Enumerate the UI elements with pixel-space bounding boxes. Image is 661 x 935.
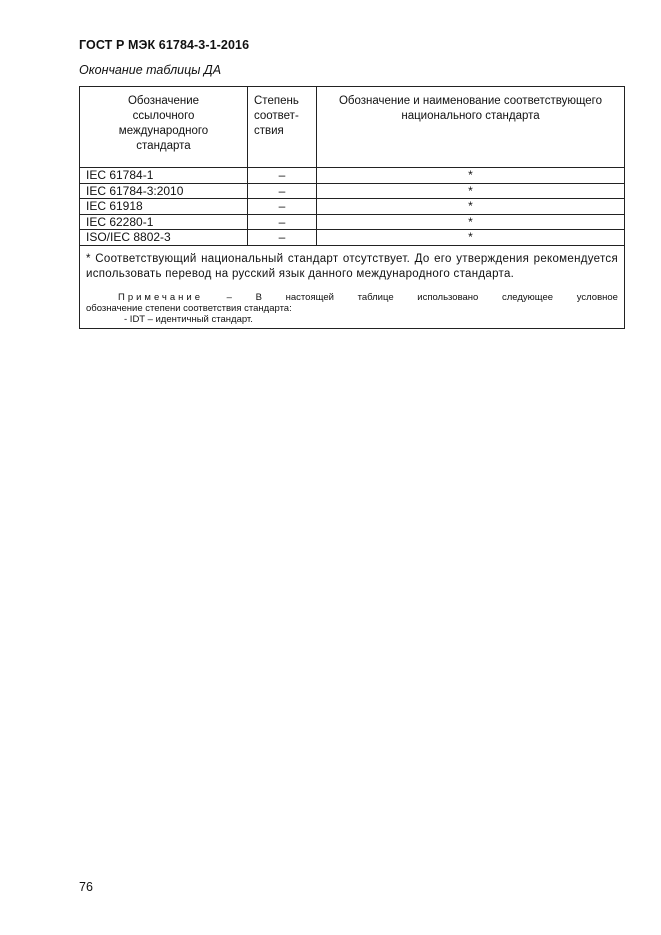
note-word: таблице	[357, 291, 394, 303]
correspondence-table	[79, 86, 625, 329]
cell-national: *	[317, 183, 625, 199]
note-word: использовано	[417, 291, 479, 303]
document-header: ГОСТ Р МЭК 61784-3-1-2016	[79, 38, 250, 52]
footnote-cell	[80, 245, 625, 328]
column-header-degree-text: Степень соответ- ствия	[254, 95, 299, 137]
column-header-national	[317, 87, 625, 168]
cell-national: *	[317, 199, 625, 215]
table-note	[86, 292, 618, 326]
note-word: В	[255, 291, 262, 303]
note-idt-definition: - IDT – идентичный стандарт.	[124, 313, 253, 325]
table-caption: Окончание таблицы ДА	[79, 63, 222, 77]
cell-designation: IEC 62280-1	[80, 214, 248, 230]
cell-designation: IEC 61784-1	[80, 168, 248, 184]
cell-designation: IEC 61918	[80, 199, 248, 215]
footnote-row	[80, 245, 625, 328]
table-header-row	[80, 87, 625, 168]
column-header-degree	[248, 87, 317, 168]
cell-national: *	[317, 168, 625, 184]
column-header-designation-text: Обозначение ссылочного международного стандарта	[118, 95, 209, 152]
note-word: настоящей	[285, 291, 334, 303]
page-number: 76	[79, 880, 93, 894]
cell-designation: IEC 61784-3:2010	[80, 183, 248, 199]
table-row	[80, 199, 625, 215]
note-label: Примечание	[118, 291, 203, 303]
correspondence-table-container	[79, 86, 624, 329]
table-row	[80, 183, 625, 199]
table-row	[80, 168, 625, 184]
note-word: условное	[576, 291, 618, 303]
note-continuation: обозначение степени соответствия стандарта:	[86, 302, 292, 314]
cell-degree: –	[248, 214, 317, 230]
column-header-national-text: Обозначение и наименование соответствующего национального стандарта	[338, 95, 603, 122]
column-header-designation	[80, 87, 248, 168]
table-row	[80, 214, 625, 230]
cell-national: *	[317, 230, 625, 246]
note-first-line	[86, 292, 618, 303]
cell-degree: –	[248, 230, 317, 246]
note-dash: –	[226, 291, 232, 303]
footnote-text: * Соответствующий национальный стандарт отсутствует. До его утверждения рекомендуется использовать перевод на русский язык данного международного стандарта.	[86, 252, 618, 280]
note-word: следующее	[502, 291, 554, 303]
cell-national: *	[317, 214, 625, 230]
cell-degree: –	[248, 168, 317, 184]
cell-degree: –	[248, 183, 317, 199]
cell-designation: ISO/IEC 8802-3	[80, 230, 248, 246]
table-row	[80, 230, 625, 246]
cell-degree: –	[248, 199, 317, 215]
